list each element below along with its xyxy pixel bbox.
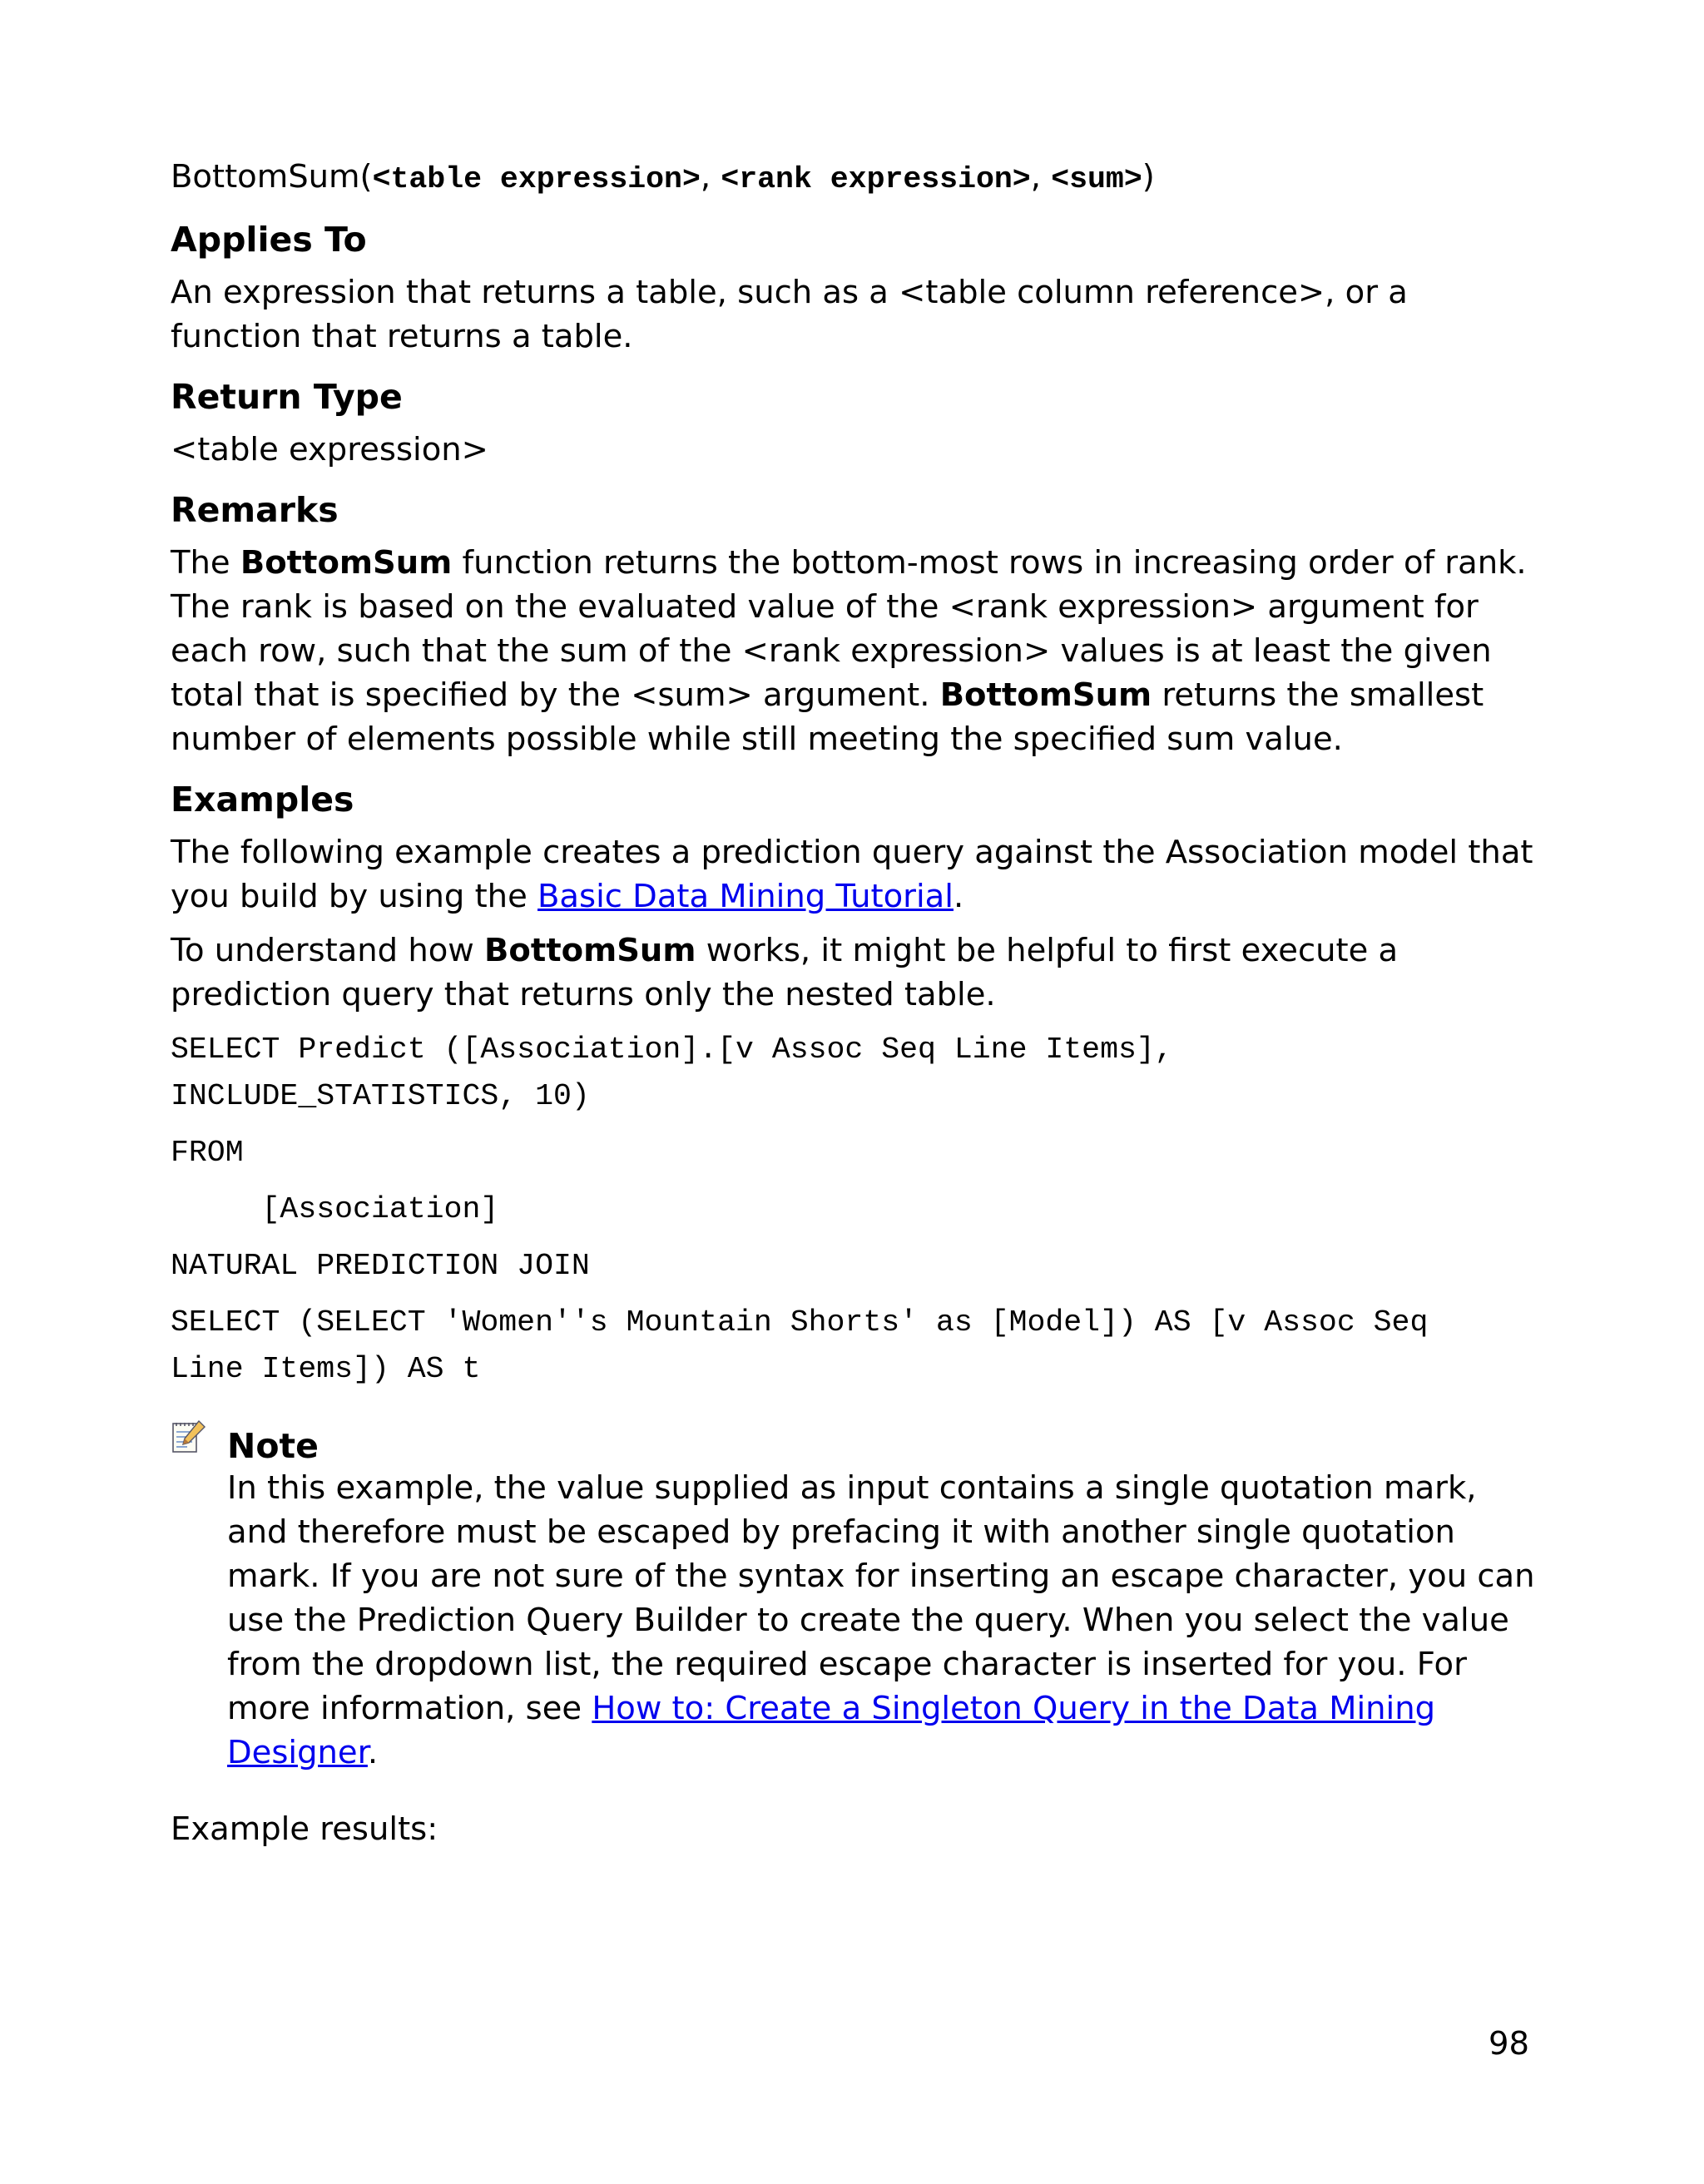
- examples-intro-end: .: [953, 878, 964, 915]
- signature-separator: ,: [700, 158, 721, 196]
- create-singleton-query-link[interactable]: How to: Create a Singleton Query in the Data Mining Designer: [227, 1690, 1436, 1771]
- return-type-text: <table expression>: [171, 431, 488, 468]
- code-line: NATURAL PREDICTION JOIN: [171, 1249, 590, 1283]
- code-line: SELECT Predict ([Association].[v Assoc Seq Line Items],: [171, 1033, 1173, 1067]
- code-line: INCLUDE_STATISTICS, 10): [171, 1079, 590, 1113]
- signature-arg-rank-expression: <rank expression>: [721, 162, 1031, 196]
- remarks-text: returns the smallest number of elements possible while still meeting the specified sum value.: [171, 676, 1484, 758]
- note-text: In this example, the value supplied as input contains a single quotation mark, and therefore must be escaped by prefacing it with another single quotation mark. If you are not sure of the syntax for inserting an escape character, you can use the Prediction Query Builder to create the query. When you select the value from the dropdown list, the required escape character is inserted for you. For more information, see: [227, 1469, 1535, 1727]
- return-type-heading: Return Type: [171, 377, 403, 417]
- function-signature: [171, 155, 1535, 201]
- code-block: [171, 1027, 1535, 1393]
- examples-explanation-text: works, it might be helpful to first execute a prediction query that returns only the nested table.: [171, 932, 1399, 1013]
- remarks-paragraph: [171, 541, 1535, 761]
- remarks-text: The: [171, 544, 240, 582]
- applies-to-heading: Applies To: [171, 220, 367, 260]
- remarks-heading: Remarks: [171, 490, 339, 530]
- examples-explanation-text: To understand how: [171, 932, 485, 969]
- signature-arg-sum: <sum>: [1051, 162, 1142, 196]
- function-name: BottomSum(: [171, 158, 373, 196]
- applies-to-text: An expression that returns a table, such as a <table column reference>, or a function that returns a table.: [171, 274, 1408, 355]
- examples-bold-term: BottomSum: [484, 932, 696, 969]
- examples-intro: [171, 830, 1535, 919]
- document-page: [171, 155, 1535, 1851]
- page-number: 98: [1489, 2025, 1529, 2063]
- example-results-label: Example results:: [171, 1810, 438, 1848]
- examples-intro-text: The following example creates a prediction query against the Association model that you build by using the: [171, 834, 1533, 915]
- signature-arg-table-expression: <table expression>: [372, 162, 701, 196]
- note-end: .: [367, 1734, 379, 1771]
- signature-separator: ,: [1030, 158, 1052, 196]
- code-line: Line Items]) AS t: [171, 1352, 481, 1386]
- remarks-bold-term: BottomSum: [240, 544, 453, 582]
- note-pencil-icon: [171, 1418, 207, 1454]
- remarks-text: function returns the bottom-most rows in increasing order of rank. The rank is based on the evaluated value of the <rank expression> argument for each row, such that the sum of the <rank expression> values is at least the given total that is specified by the <sum> argument.: [171, 544, 1527, 714]
- note-callout: [171, 1418, 1535, 1775]
- code-line: FROM: [171, 1136, 244, 1170]
- basic-data-mining-tutorial-link[interactable]: Basic Data Mining Tutorial: [537, 878, 954, 915]
- code-line: SELECT (SELECT 'Women''s Mountain Shorts' as [Model]) AS [v Assoc Seq: [171, 1305, 1429, 1340]
- examples-explanation: [171, 929, 1535, 1017]
- examples-heading: Examples: [171, 780, 354, 820]
- code-line: [Association]: [171, 1192, 499, 1226]
- note-title: Note: [227, 1426, 319, 1466]
- remarks-bold-term: BottomSum: [939, 676, 1152, 714]
- signature-close: ): [1142, 158, 1155, 196]
- note-header: [171, 1418, 1535, 1464]
- note-body: [227, 1466, 1535, 1775]
